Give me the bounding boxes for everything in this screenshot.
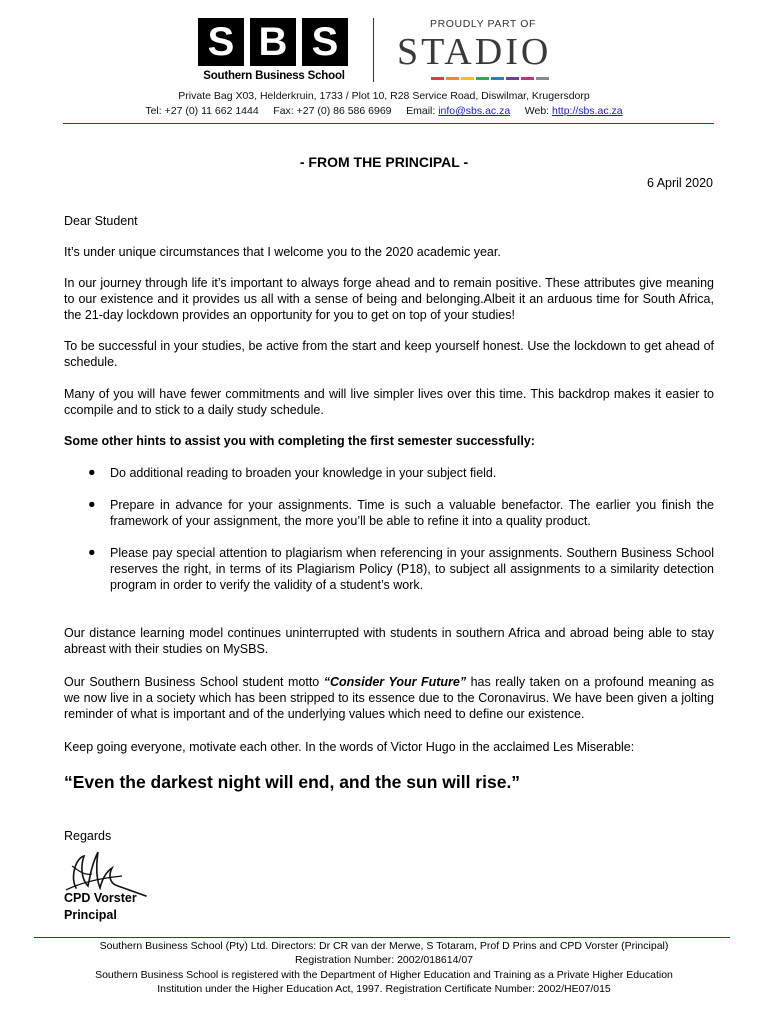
tel: Tel: +27 (0) 11 662 1444 (145, 105, 259, 117)
footer-rule (34, 937, 730, 938)
stadio-color-stripes (431, 77, 549, 80)
motto-paragraph (64, 674, 714, 722)
web-label: Web: (524, 105, 550, 117)
signer-name: CPD Vorster (64, 891, 137, 905)
footer-line: Registration Number: 2002/018614/07 (294, 954, 474, 966)
stadio-logo: STADIO (397, 31, 552, 73)
logo-letter: B (250, 18, 296, 66)
logo-letter: S (302, 18, 348, 66)
paragraph: It’s under unique circumstances that I welcome you to the 2020 academic year. (64, 245, 501, 259)
bullet-dot: ● (88, 497, 96, 511)
contact-line (0, 105, 768, 117)
fax: Fax: +27 (0) 86 586 6969 (273, 105, 392, 117)
paragraph: Keep going everyone, motivate each other. In the words of Victor Hugo in the acclaimed Les Miserable: (64, 740, 635, 754)
bullet-item: Please pay special attention to plagiarism when referencing in your assignments. Southern Business School reserves the right, in terms of its Plagiarism Policy (P18), to subject all assignments to a similarity detection program in order to verify the validity of a student’s work. (110, 546, 714, 592)
email-link[interactable]: info@sbs.ac.za (438, 105, 511, 117)
paragraph: Our distance learning model continues uninterrupted with students in southern Africa and abroad being able to stay abreast with their studies on MySBS. (64, 626, 714, 656)
motto: “Consider Your Future” (323, 675, 467, 689)
color-stripe (461, 77, 474, 80)
email-label: Email: (406, 105, 436, 117)
salutation: Dear Student (64, 214, 138, 228)
sbs-logo (198, 18, 350, 84)
color-stripe (446, 77, 459, 80)
signer-title: Principal (64, 908, 117, 922)
color-stripe (491, 77, 504, 80)
color-stripe (506, 77, 519, 80)
footer-line: Southern Business School (Pty) Ltd. Directors: Dr CR van der Merwe, S Totaram, Prof D Prins and CPD Vorster (Principal) (99, 940, 669, 952)
color-stripe (536, 77, 549, 80)
paragraph: In our journey through life it’s important to always forge ahead and to remain positive. These attributes give meaning to our existence and it provides us all with a sense of being and belonging.Albeit it an arduous time for South Africa, the 21-day lockdown provides an opportunity for you to get on top of your studies! (64, 276, 714, 322)
bullet-dot: ● (88, 465, 96, 479)
letter-title: - FROM THE PRINCIPAL - (299, 154, 469, 170)
logo-divider (373, 18, 374, 82)
footer-line: Institution under the Higher Education Act, 1997. Registration Certificate Number: 2002/HE07/015 (157, 983, 611, 995)
web-link[interactable]: http://sbs.ac.za (552, 105, 623, 117)
color-stripe (521, 77, 534, 80)
logo-tagline: Southern Business School (203, 70, 345, 82)
motto-after: has really taken on a profound meaning as we now live in a society which has been stripped to its essence due to the Coronavirus. We have been given a jolting reminder of what is important and of the underlying values which need to define our existence. (64, 675, 714, 721)
bullet-item: Prepare in advance for your assignments. Time is such a valuable benefactor. The earlier you finish the framework of your assignment, the more you’ll be able to refine it into a quality product. (110, 498, 714, 528)
hints-heading: Some other hints to assist you with completing the first semester successfully: (64, 434, 535, 448)
letter-date: 6 April 2020 (646, 176, 713, 190)
paragraph: Many of you will have fewer commitments and will live simpler lives over this time. This backdrop makes it easier to ccompile and to stick to a daily study schedule. (64, 387, 714, 417)
victor-hugo-quote: “Even the darkest night will end, and the sun will rise.” (64, 772, 521, 792)
proudly-part-of: PROUDLY PART OF (430, 18, 537, 30)
logo-letter: S (198, 18, 244, 66)
address-line: Private Bag X03, Helderkruin, 1733 / Plot 10, R28 Service Road, Diswilmar, Krugersdorp (178, 90, 590, 102)
color-stripe (431, 77, 444, 80)
bullet-item: Do additional reading to broaden your knowledge in your subject field. (110, 466, 497, 480)
paragraph: To be successful in your studies, be active from the start and keep yourself honest. Use the lockdown to get ahead of schedule. (64, 339, 714, 369)
footer-line: Southern Business School is registered with the Department of Higher Education and Training as a Private Higher Education (95, 969, 673, 981)
color-stripe (476, 77, 489, 80)
bullet-dot: ● (88, 545, 96, 559)
header-rule (63, 123, 714, 124)
closing: Regards (64, 829, 112, 843)
motto-before: Our Southern Business School student motto (64, 675, 324, 689)
